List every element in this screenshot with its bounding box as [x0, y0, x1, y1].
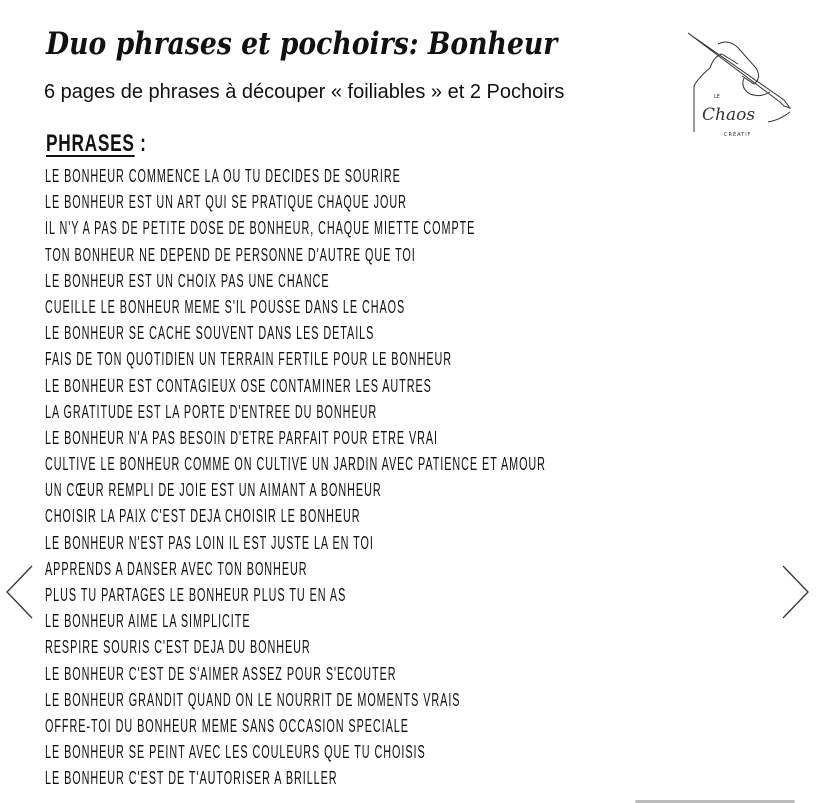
logo-hand-brush-icon: [680, 28, 800, 140]
list-item: RESPIRE SOURIS C'EST DEJA DU BONHEUR: [45, 637, 311, 658]
previous-image-button[interactable]: [4, 562, 34, 622]
svg-text:CRÉATIF: CRÉATIF: [724, 132, 752, 138]
list-item: LE BONHEUR C'EST DE S'AIMER ASSEZ POUR S'ECOUTER: [45, 663, 397, 684]
section-heading: PHRASES :: [46, 130, 147, 157]
list-item: IL N'Y A PAS DE PETITE DOSE DE BONHEUR, CHAQUE MIETTE COMPTE: [45, 218, 476, 239]
list-item: LE BONHEUR SE CACHE SOUVENT DANS LES DETAILS: [45, 323, 375, 344]
list-item: LE BONHEUR COMMENCE LA OU TU DECIDES DE SOURIRE: [45, 166, 401, 186]
list-item: LE BONHEUR EST CONTAGIEUX OSE CONTAMINER LES AUTRES: [45, 375, 432, 396]
list-item: APPRENDS A DANSER AVEC TON BONHEUR: [45, 558, 308, 579]
page-title: Duo phrases et pochoirs: Bonheur: [46, 26, 558, 62]
subtitle: 6 pages de phrases à découper « foiliables » et 2 Pochoirs: [44, 81, 565, 103]
next-image-button[interactable]: [780, 562, 810, 622]
list-item: UN CŒUR REMPLI DE JOIE EST UN AIMANT A BONHEUR: [45, 480, 382, 501]
list-item: LE BONHEUR C'EST DE T'AUTORISER A BRILLER: [45, 768, 338, 789]
list-item: FAIS DE TON QUOTIDIEN UN TERRAIN FERTILE POUR LE BONHEUR: [45, 349, 453, 370]
chevron-left-icon: [4, 562, 34, 622]
list-item: LE BONHEUR AIME LA SIMPLICITE: [45, 611, 251, 632]
svg-text:LE: LE: [714, 94, 720, 100]
list-item: LE BONHEUR EST UN ART QUI SE PRATIQUE CHAQUE JOUR: [45, 192, 407, 213]
list-item: PLUS TU PARTAGES LE BONHEUR PLUS TU EN AS: [45, 585, 347, 605]
svg-text:Chaos: Chaos: [702, 105, 756, 125]
list-item: OFFRE-TOI DU BONHEUR MEME SANS OCCASION SPECIALE: [45, 715, 409, 736]
list-item: TON BONHEUR NE DEPEND DE PERSONNE D'AUTRE QUE TOI: [45, 244, 416, 265]
list-item: CHOISIR LA PAIX C'EST DEJA CHOISIR LE BONHEUR: [45, 506, 361, 527]
list-item: LE BONHEUR N'A PAS BESOIN D'ETRE PARFAIT POUR ETRE VRAI: [45, 427, 439, 448]
list-item: LA GRATITUDE EST LA PORTE D'ENTREE DU BONHEUR: [45, 401, 378, 422]
list-item: LE BONHEUR N'EST PAS LOIN IL EST JUSTE LA EN TOI: [45, 532, 374, 553]
list-item: LE BONHEUR GRANDIT QUAND ON LE NOURRIT DE MOMENTS VRAIS: [45, 689, 461, 710]
list-item: CULTIVE LE BONHEUR COMME ON CULTIVE UN JARDIN AVEC PATIENCE ET AMOUR: [45, 454, 546, 475]
list-item: CUEILLE LE BONHEUR MEME S'IL POUSSE DANS LE CHAOS: [45, 296, 406, 317]
phrase-list: [45, 166, 837, 795]
list-item: LE BONHEUR EST UN CHOIX PAS UNE CHANCE: [45, 270, 330, 291]
list-item: LE BONHEUR SE PEINT AVEC LES COULEURS QUE TU CHOISIS: [45, 742, 426, 763]
chevron-right-icon: [780, 562, 810, 622]
